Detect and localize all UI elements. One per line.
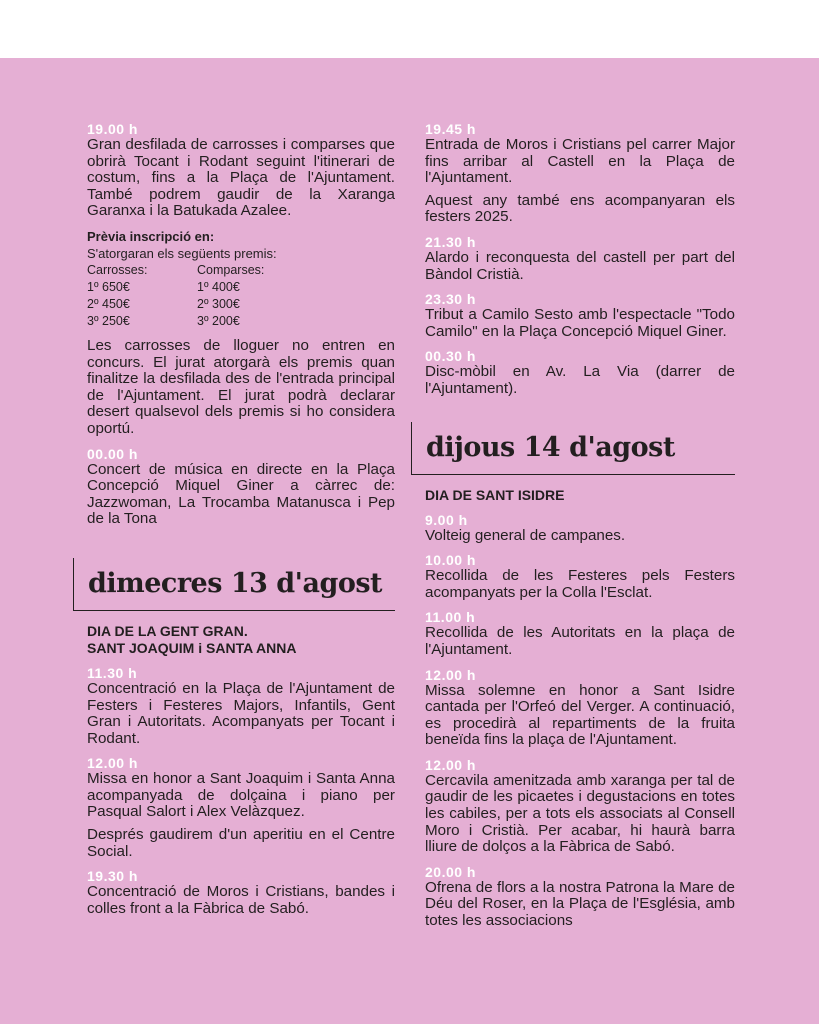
- event-item: [425, 348, 735, 397]
- event-item: [87, 868, 395, 917]
- event-item: [87, 755, 395, 860]
- event-text: Ofrena de flors a la nostra Patrona la Mare de Déu del Roser, en la Plaça de l'Església, amb totes les associacions: [425, 878, 735, 930]
- event-time: 23.30 h: [425, 291, 476, 308]
- day-title-line: DIA DE LA GENT GRAN.: [87, 622, 248, 639]
- note-text: Les carrosses de lloguer no entren en concurs. El jurat atorgarà els premis quan finalitze la desfilada des de l'entrada principal de l'Ajuntament. El jurat podrà declarar desert qualsevol dels premis si ho considera oportú.: [87, 336, 395, 437]
- day-title-line: SANT JOAQUIM i SANTA ANNA: [87, 639, 297, 656]
- event-time: 19.45 h: [425, 121, 476, 137]
- carrosses-label: Carrosses:: [87, 262, 148, 277]
- carrosses-prize: 1º 650€: [87, 279, 130, 294]
- event-time: 9.00 h: [425, 511, 468, 528]
- event-text: Missa solemne en honor a Sant Isidre cantada per l'Orfeó del Verger. A continuació, es procedirà al repartiments de la fruita beneïda fins la plaça de l'Ajuntament.: [425, 681, 735, 749]
- event-item: [425, 234, 735, 283]
- event-time: 00.00 h: [87, 445, 138, 462]
- event-item: [425, 291, 735, 340]
- event-text: Entrada de Moros i Cristians pel carrer Major fins arribar al Castell en la Plaça de l'Ajuntament.: [425, 136, 735, 187]
- day-heading-block: [73, 558, 395, 611]
- event-item: [87, 446, 395, 528]
- event-time: 11.00 h: [425, 609, 476, 626]
- event-text: Tribut a Camilo Sesto amb l'espectacle "Todo Camilo" en la Plaça Concepció Miquel Giner.: [425, 306, 735, 340]
- event-time: 11.30 h: [87, 664, 138, 681]
- event-text: Missa en honor a Sant Joaquim i Santa Anna acompanyada de dolçaina i piano per Pasqual Salort i Alex Velàzquez.: [87, 770, 395, 821]
- event-time: 10.00 h: [425, 552, 476, 569]
- event-extra: Aquest any també ens acompanyaran els festers 2025.: [425, 191, 735, 226]
- comparses-prize: 2º 300€: [197, 296, 240, 311]
- event-text: Recollida de les Festeres pels Festers acompanyats per la Colla l'Esclat.: [425, 567, 735, 601]
- day-heading-block: [411, 422, 735, 475]
- event-text: Gran desfilada de carrosses i comparses que obrirà Tocant i Rodant seguint l'itinerari de costum, fins a la Plaça de l'Ajuntament. També podrem gaudir de la Xaranga Garanxa i la Batukada Azalee.: [87, 136, 395, 220]
- event-text: Concentració de Moros i Cristians, bandes i colles front a la Fàbrica de Sabó.: [87, 883, 395, 917]
- left-column: [87, 121, 395, 925]
- right-column: [425, 121, 735, 938]
- event-item: [87, 121, 395, 220]
- day-heading: dimecres 13 d'agost: [88, 567, 382, 599]
- event-time: 12.00 h: [425, 756, 476, 773]
- prize-table: [87, 262, 395, 330]
- event-item: [425, 121, 735, 226]
- prize-note: [87, 338, 395, 438]
- event-text: Concert de música en directe en la Plaça Concepció Miquel Giner a càrrec de: Jazzwoman, La Trocamba Matanusca i Pep de la Tona: [87, 460, 395, 528]
- day-title: [425, 487, 735, 504]
- carrosses-prize: 3º 250€: [87, 313, 130, 328]
- event-extra: Després gaudirem d'un aperitiu en el Centre Social.: [87, 826, 395, 860]
- comparses-prize: 1º 400€: [197, 279, 240, 294]
- prizes-intro: S'atorgaran els següents premis:: [87, 245, 277, 261]
- event-item: [425, 512, 735, 545]
- event-text: Cercavila amenitzada amb xaranga per tal de gaudir de les picaetes i degustacions en totes les cabiles, per a tots els associats al Consell Moro i Cristià. Per acabar, hi haurà barra lliure de dolços a la Fàbrica de Sabó.: [425, 771, 735, 856]
- event-text: Volteig general de campanes.: [425, 526, 626, 544]
- event-time: 00.30 h: [425, 348, 476, 365]
- event-item: [425, 552, 735, 601]
- comparses-label: Comparses:: [197, 262, 265, 277]
- registration-title: Prèvia inscripció en:: [87, 228, 215, 244]
- event-time: 19.00 h: [87, 121, 138, 137]
- event-time: 12.00 h: [425, 666, 476, 683]
- event-time: 20.00 h: [425, 863, 476, 880]
- event-item: [425, 864, 735, 930]
- event-item: [425, 609, 735, 658]
- comparses-prize: 3º 200€: [197, 313, 240, 328]
- event-item: [87, 665, 395, 747]
- event-text: Recollida de les Autoritats en la plaça de l'Ajuntament.: [425, 624, 735, 658]
- event-time: 21.30 h: [425, 233, 476, 250]
- event-text: Alardo i reconquesta del castell per part del Bàndol Cristià.: [425, 248, 735, 283]
- event-text: Disc-mòbil en Av. La Via (darrer de l'Ajuntament).: [425, 363, 735, 397]
- event-item: [425, 757, 735, 856]
- day-title-line: DIA DE SANT ISIDRE: [425, 486, 565, 503]
- event-time: 19.30 h: [87, 868, 138, 885]
- carrosses-prize: 2º 450€: [87, 296, 130, 311]
- day-title: [87, 623, 395, 657]
- prize-section: [87, 228, 395, 330]
- event-item: [425, 667, 735, 749]
- day-heading: dijous 14 d'agost: [426, 431, 675, 463]
- event-time: 12.00 h: [87, 755, 138, 772]
- event-text: Concentració en la Plaça de l'Ajuntament de Festers i Festeres Majors, Infantils, Gent Gran i Autoritats. Acompanyats per Tocant i Rodant.: [87, 679, 395, 747]
